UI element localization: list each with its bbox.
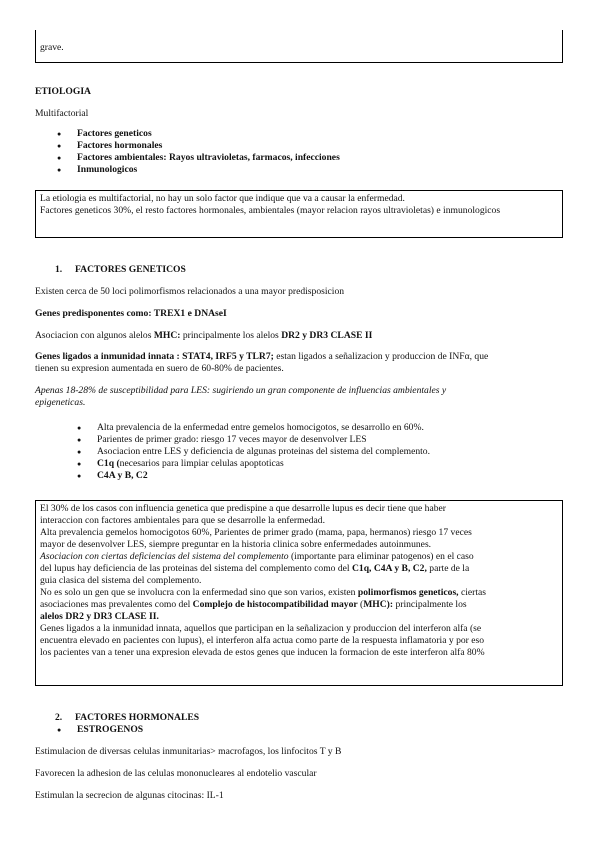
paragraph: Existen cerca de 50 loci polimorfismos relacionados a una mayor predisposicion <box>35 286 345 297</box>
box-line: El 30% de los casos con influencia genetica que predispine a que desarrolle lupus es decir tiene que haber <box>40 503 446 514</box>
list-item: ● Factores geneticos <box>57 128 340 140</box>
paragraph-innate <box>35 351 563 375</box>
text-run: Asociacion con algunos alelos <box>35 330 154 341</box>
box-line <box>40 587 558 599</box>
paragraph-susceptibility <box>35 385 563 409</box>
list-item: ● Asociacion entre LES y deficiencia de algunas proteinas del sistema del complemento. <box>77 446 430 458</box>
box-line: los pacientes van a tener una expresion elevada de estos genes que inducen la formacion de este interferon alfa 80% <box>40 647 485 658</box>
text-run: del lupus hay deficiencia de las proteinas del sistema del complemento como del <box>40 563 352 574</box>
section-1-heading <box>55 264 186 276</box>
text-run: tienen su expresion aumentada en suero de 60-80% de pacientes. <box>35 363 284 374</box>
text-run: (importante para eliminar patogenos) en el caso <box>288 551 474 562</box>
text-run: Apenas 18-28% de susceptibilidad para LES: sugiriendo un gran componente de influencias ambientales y <box>35 385 447 396</box>
section-2-heading <box>55 712 199 724</box>
etiologia-list <box>57 128 340 176</box>
box-line <box>40 563 558 575</box>
box-line: Alta prevalencia gemelos homocigotos 60%, Parientes de primer grado (mama, papa, hermanos) riesgo 17 veces <box>40 527 472 538</box>
etiologia-summary-box <box>35 190 563 238</box>
etiologia-subtitle: Multifactorial <box>35 108 89 119</box>
list-item: ● ESTROGENOS <box>57 724 143 736</box>
text-run: ciertas <box>458 587 487 598</box>
list-item: ● Parientes de primer grado: riesgo 17 veces mayor de desenvolver LES <box>77 434 430 446</box>
genetics-summary-box <box>35 500 563 686</box>
text-run: necesarios para limpiar celulas apoptoticas <box>119 458 284 469</box>
list-item <box>77 458 430 470</box>
text-run: Asociacion con ciertas deficiencias del sistema del complemento <box>40 551 289 562</box>
box-line <box>40 551 558 563</box>
box-line: guia clasica del sistema del complemento. <box>40 575 202 586</box>
box-line <box>40 599 558 611</box>
etiologia-heading: ETIOLOGIA <box>35 86 91 97</box>
section-title: FACTORES GENETICOS <box>75 264 186 275</box>
text-run: ( <box>357 599 364 610</box>
text-run: estan ligados a señalizacion y produccion de INFα, que <box>273 351 489 362</box>
list-item: ● Inmunologicos <box>57 164 340 176</box>
genetics-list <box>77 422 430 482</box>
previous-box-text: grave. <box>40 42 64 53</box>
paragraph: Favorecen la adhesion de las celulas mononucleares al endotelio vascular <box>35 768 317 779</box>
paragraph: Estimulan la secrecion de algunas citocinas: IL-1 <box>35 790 224 801</box>
box-line: interaccion con factores ambientales para que se desarrolle la enfermedad. <box>40 515 326 526</box>
hormonal-list <box>57 724 143 736</box>
text-run: No es solo un gen que se involucra con la enfermedad sino que son varios, existen <box>40 587 358 598</box>
text-run: Genes ligados a inmunidad innata : STAT4, IRF5 y TLR7; <box>35 351 274 362</box>
text-run: DR2 y DR3 CLASE II <box>281 330 373 341</box>
box-line: Genes ligados a la inmunidad innata, aquellos que participan en la señalizacion y produccion del interferon alfa (se <box>40 623 482 634</box>
text-run: principalmente los alelos <box>180 330 282 341</box>
list-item: ● Alta prevalencia de la enfermedad entre gemelos homocigotos, se desarrollo en 60%. <box>77 422 430 434</box>
text-run: parte de la <box>426 563 470 574</box>
summary-line: Factores geneticos 30%, el resto factores hormonales, ambientales (mayor relacion rayos ultravioletas) e inmunologicos <box>40 205 501 216</box>
text-run: polimorfismos geneticos, <box>357 587 459 598</box>
section-number: 1. <box>55 264 63 275</box>
text-run: MHC: <box>153 330 181 341</box>
paragraph: Genes predisponentes como: TREX1 e DNAseI <box>35 308 227 319</box>
list-item: ● Factores hormonales <box>57 140 340 152</box>
paragraph: Estimulacion de diversas celulas inmunitarias> macrofagos, los linfocitos T y B <box>35 746 342 757</box>
box-line: alelos DR2 y DR3 CLASE II. <box>40 611 159 622</box>
text-run: Complejo de histocompatibilidad mayor <box>192 599 358 610</box>
list-item: ● Factores ambientales: Rayos ultravioletas, farmacos, infecciones <box>57 152 340 164</box>
text-run: epigeneticas. <box>35 397 86 408</box>
section-title: FACTORES HORMONALES <box>75 712 200 723</box>
section-number: 2. <box>55 712 63 723</box>
box-line: mayor de desenvolver LES, siempre preguntar en la historia clinica sobre enfermedades autoinmunes. <box>40 539 432 550</box>
previous-box <box>35 30 563 63</box>
summary-line: La etiologia es multifactorial, no hay un solo factor que indique que va a causar la enfermedad. <box>40 193 405 204</box>
text-run: asociaciones mas prevalentes como del <box>40 599 193 610</box>
text-run: C1q ( <box>97 458 120 469</box>
text-run: principalmente los <box>393 599 467 610</box>
list-item: ● C4A y B, C2 <box>77 470 430 482</box>
text-run: MHC): <box>363 599 394 610</box>
box-line: encuentra elevado en pacientes con lupus), el interferon alfa actua como parte de la respuesta inflamatoria y por eso <box>40 635 485 646</box>
text-run: C1q, C4A y B, C2, <box>351 563 427 574</box>
paragraph-mhc <box>35 330 372 342</box>
